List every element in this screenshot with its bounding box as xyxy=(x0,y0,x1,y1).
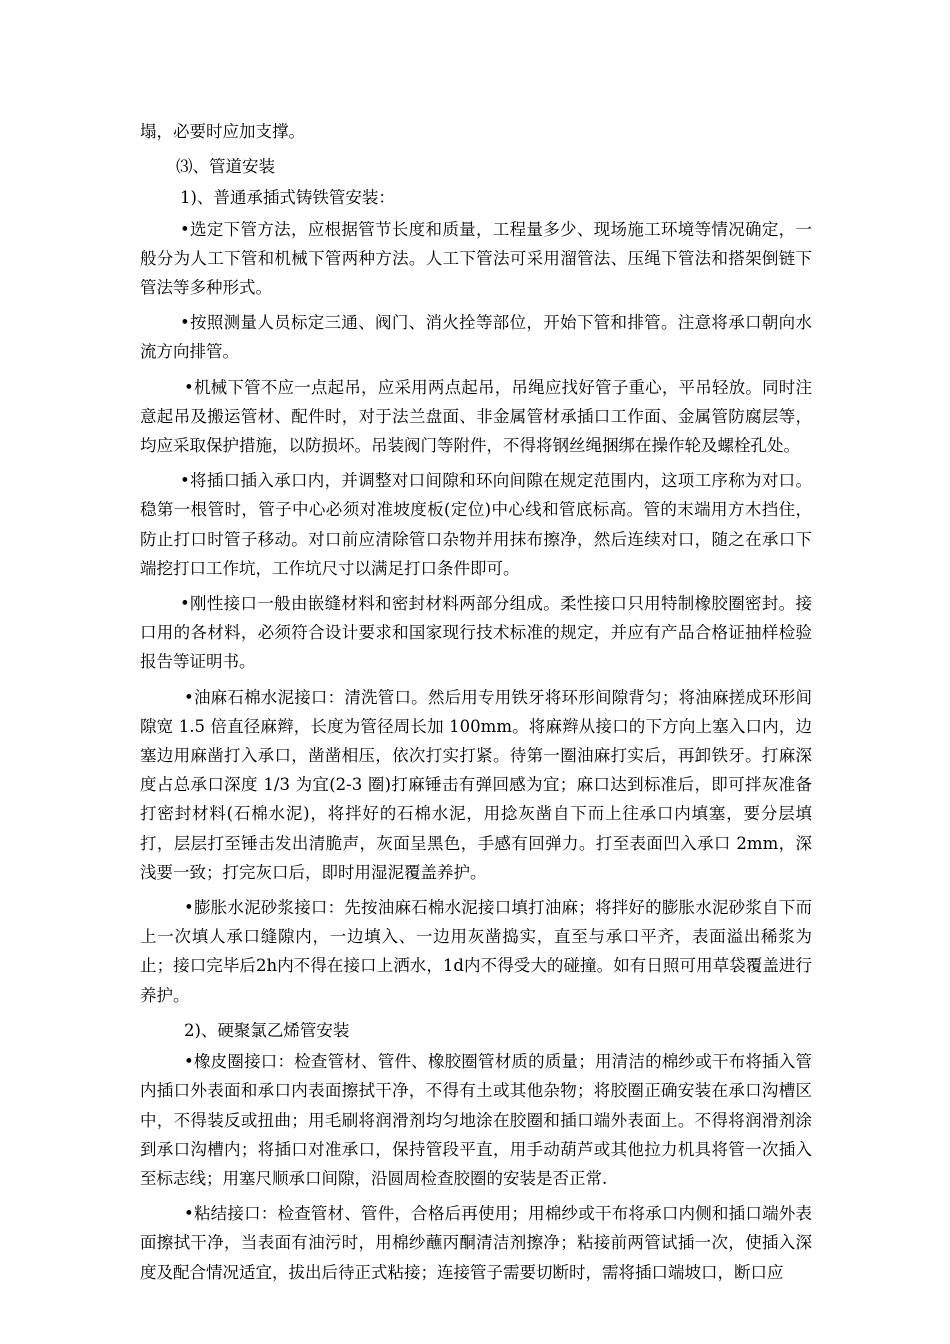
bullet-paragraph-oakum-asbestos-joint: •油麻石棉水泥接口：清洗管口。然后用专用铁牙将环形间隙背匀；将油麻搓成环形间隙宽 1.5 倍直径麻辫，长度为管径周长加 100mm。将麻辫从接口的下方向上塞入口内，边塞边用麻凿打入承口，凿凿相压，依次打实打紧。待第一圈油麻打实后，再卸铁牙。打麻深度占总承口深度 1/3 为宜(2-3 圈)打麻锤击有弹回感为宜；麻口达到标准后，即可拌灰准备打密封材料(石棉水泥)，将拌好的石棉水泥，用捻灰凿自下而上往承口内填塞，要分层填打，层层打至锤击发出清脆声，灰面呈黑色，手感有回弹力。打至表面凹入承口 2mm，深浅要一致；打完灰口后，即时用湿泥覆盖养护。 xyxy=(140,687,812,882)
bullet-paragraph-expansive-mortar-joint: •膨胀水泥砂浆接口：先按油麻石棉水泥接口填打油麻；将拌好的膨胀水泥砂浆自下而上一次填人承口缝隙内，一边填入、一边用灰凿捣实，直至与承口平齐，表面溢出稀浆为止；接口完毕后2h内不得在接口上洒水，1d内不得受大的碰撞。如有日照可用草袋覆盖进行养护。 xyxy=(140,898,812,1005)
bullet-paragraph-rigid-flexible-joint: •刚性接口一般由嵌缝材料和密封材料两部分组成。柔性接口只用特制橡胶圈密封。接口用的各材料，必须符合设计要求和国家现行技术标准的规定，并应有产品合格证抽样检验报告等证明书。 xyxy=(140,594,812,672)
bullet-paragraph-pipe-layout: •按照测量人员标定三通、阀门、消火拴等部位，开始下管和排管。注意将承口朝向水流方向排管。 xyxy=(140,313,812,362)
section-heading-pipe-installation: ⑶、管道安装 xyxy=(176,157,275,177)
document-page xyxy=(140,117,812,1293)
bullet-paragraph-joint-alignment: •将插口插入承口内，并调整对口间隙和环向间隙在规定范围内，这项工序称为对口。稳第一根管时，管子中心必须对准坡度板(定位)中心线和管底标高。管的末端用方木挡住，防止打口时管子移动。对口前应清除管口杂物并用抹布擦净，然后连续对口，随之在承口下端挖打口工作坑，工作坑尺寸以满足打口条件即可。 xyxy=(140,471,812,578)
subsection-heading-pvc: 2)、硬聚氯乙烯管安装 xyxy=(184,1020,350,1040)
bullet-paragraph-rubber-ring-joint: •橡皮圈接口：检查管材、管件、橡胶圈管材质的质量；用清洁的棉纱或干布将插入管内插口外表面和承口内表面擦拭干净，不得有土或其他杂物；将胶圈正确安装在承口沟槽区中，不得装反或扭曲；用毛刷将润滑剂均匀地涂在胶圈和插口端外表面上。不得将润滑剂涂到承口沟槽内；将插口对准承口，保持管段平直，用手动葫芦或其他拉力机具将管一次插入至标志线；用塞尺顺承口间隙，沿圆周检查胶圈的安装是否正常. xyxy=(140,1052,812,1188)
bullet-paragraph-lowering-method: •选定下管方法，应根据管节长度和质量，工程量多少、现场施工环境等情况确定，一般分为人工下管和机械下管两种方法。人工下管法可采用溜管法、压绳下管法和搭架倒链下管法等多种形式。 xyxy=(140,219,812,298)
paragraph-continuation: 塌，必要时应加支撑。 xyxy=(140,122,305,141)
bullet-paragraph-mechanical-lowering: •机械下管不应一点起吊，应采用两点起吊，吊绳应找好管子重心，平吊轻放。同时注意起吊及搬运管材、配件时，对于法兰盘面、非金属管材承插口工作面、金属管防腐层等，均应采取保护措施，以防损坏。吊装阀门等附件，不得将钢丝绳捆绑在操作轮及螺栓孔处。 xyxy=(140,377,812,456)
subsection-heading-cast-iron: 1)、普通承插式铸铁管安装： xyxy=(180,188,395,208)
bullet-paragraph-adhesive-joint: •粘结接口：检查管材、管件，合格后再使用；用棉纱或干布将承口内侧和插口端外表面擦拭干净，当表面有油污时，用棉纱蘸丙酮清洁剂擦净；粘接前两管试插一次，使插入深度及配合情况适宜，拔出后待正式粘接；连接管子需要切断时，需将插口端坡口，断口应 xyxy=(140,1204,812,1282)
